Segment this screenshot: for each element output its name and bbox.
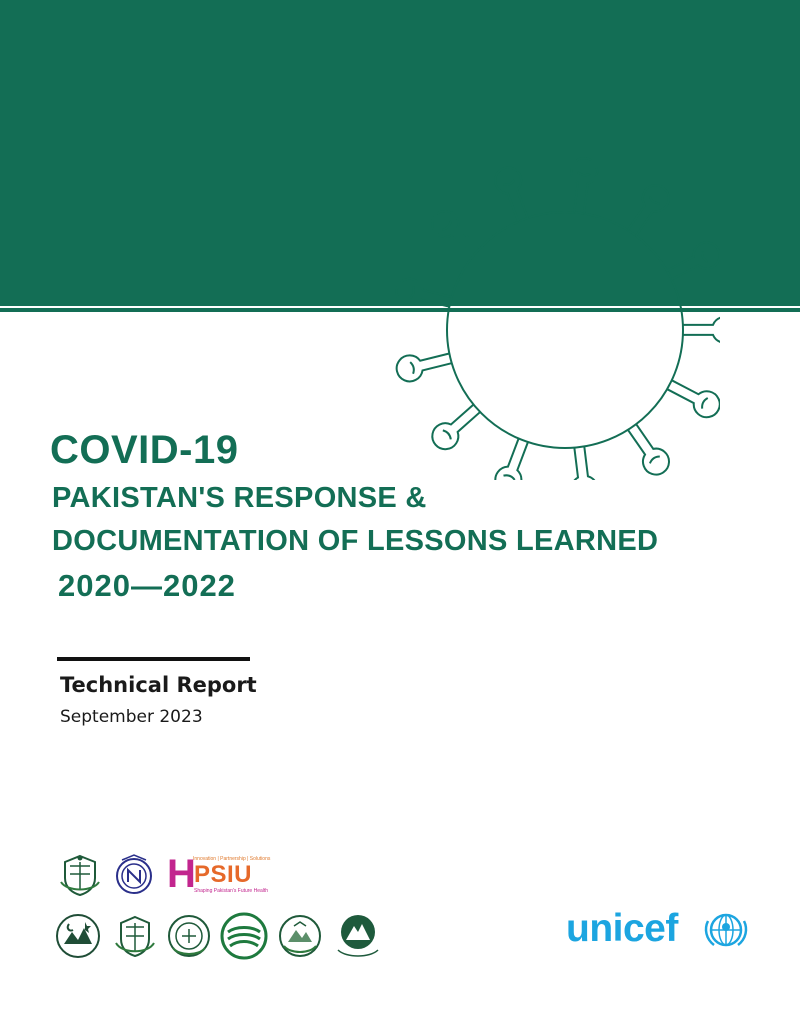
hpsiu-logo [167,854,277,894]
virus-spike [495,167,528,221]
virus-spike [628,424,669,474]
report-years: 2020—2022 [58,568,236,603]
report-subtitle-line1: PAKISTAN'S RESPONSE & [52,482,427,514]
virus-spike [628,185,669,235]
virus-spike-head-detail [503,180,514,185]
govt-emblem-icon [112,912,158,960]
virus-spike [667,380,720,417]
virus-spike-head-detail [443,430,451,439]
hpsiu-tagline: Innovation | Partnership | Solutions [193,856,271,862]
report-subtitle-line2: DOCUMENTATION OF LESSONS LEARNED [52,525,659,557]
virus-spike [495,439,528,480]
report-title: COVID-19 [50,428,239,472]
virus-spike [667,243,720,280]
punjab-emblem-icon [218,910,270,962]
sindh-emblem-icon [165,912,213,960]
section-rule [57,657,250,661]
virus-spike [571,447,597,480]
virus-spike [432,211,480,256]
virus-spike [683,317,720,343]
azad-jammu-kashmir-emblem-icon [54,912,102,960]
hpsiu-subline: Shaping Pakistan's Future Health [194,888,269,894]
virus-spike-head-detail [410,286,414,298]
virus-spike-head-detail [578,172,590,175]
gilgit-baltistan-emblem-icon [332,910,384,960]
kpk-emblem-icon [276,912,324,960]
coronavirus-illustration-icon [370,150,720,480]
report-type: Technical Report [60,673,257,697]
virus-spike-head-detail [650,457,660,464]
unicef-logo [566,905,756,955]
virus-spike-head-detail [410,362,414,374]
virus-spike [432,405,480,450]
nih-emblem-icon [112,852,156,898]
virus-spike-head-detail [702,251,708,262]
unicef-mother-child-globe-icon [702,907,750,953]
virus-spike-head-detail [702,398,708,409]
virus-spike [397,279,452,307]
virus-spike [571,158,597,213]
virus-spike-head-detail [650,196,660,203]
virus-spike [397,353,452,381]
unicef-wordmark: unicef [566,907,678,950]
report-date: September 2023 [60,707,203,727]
virus-spike-head-detail [443,221,451,230]
hpsiu-letter: H [167,852,196,896]
virus-spike-head-detail [503,475,514,480]
hpsiu-name: PSIU [194,861,253,888]
govt-pakistan-emblem-icon [57,852,103,898]
